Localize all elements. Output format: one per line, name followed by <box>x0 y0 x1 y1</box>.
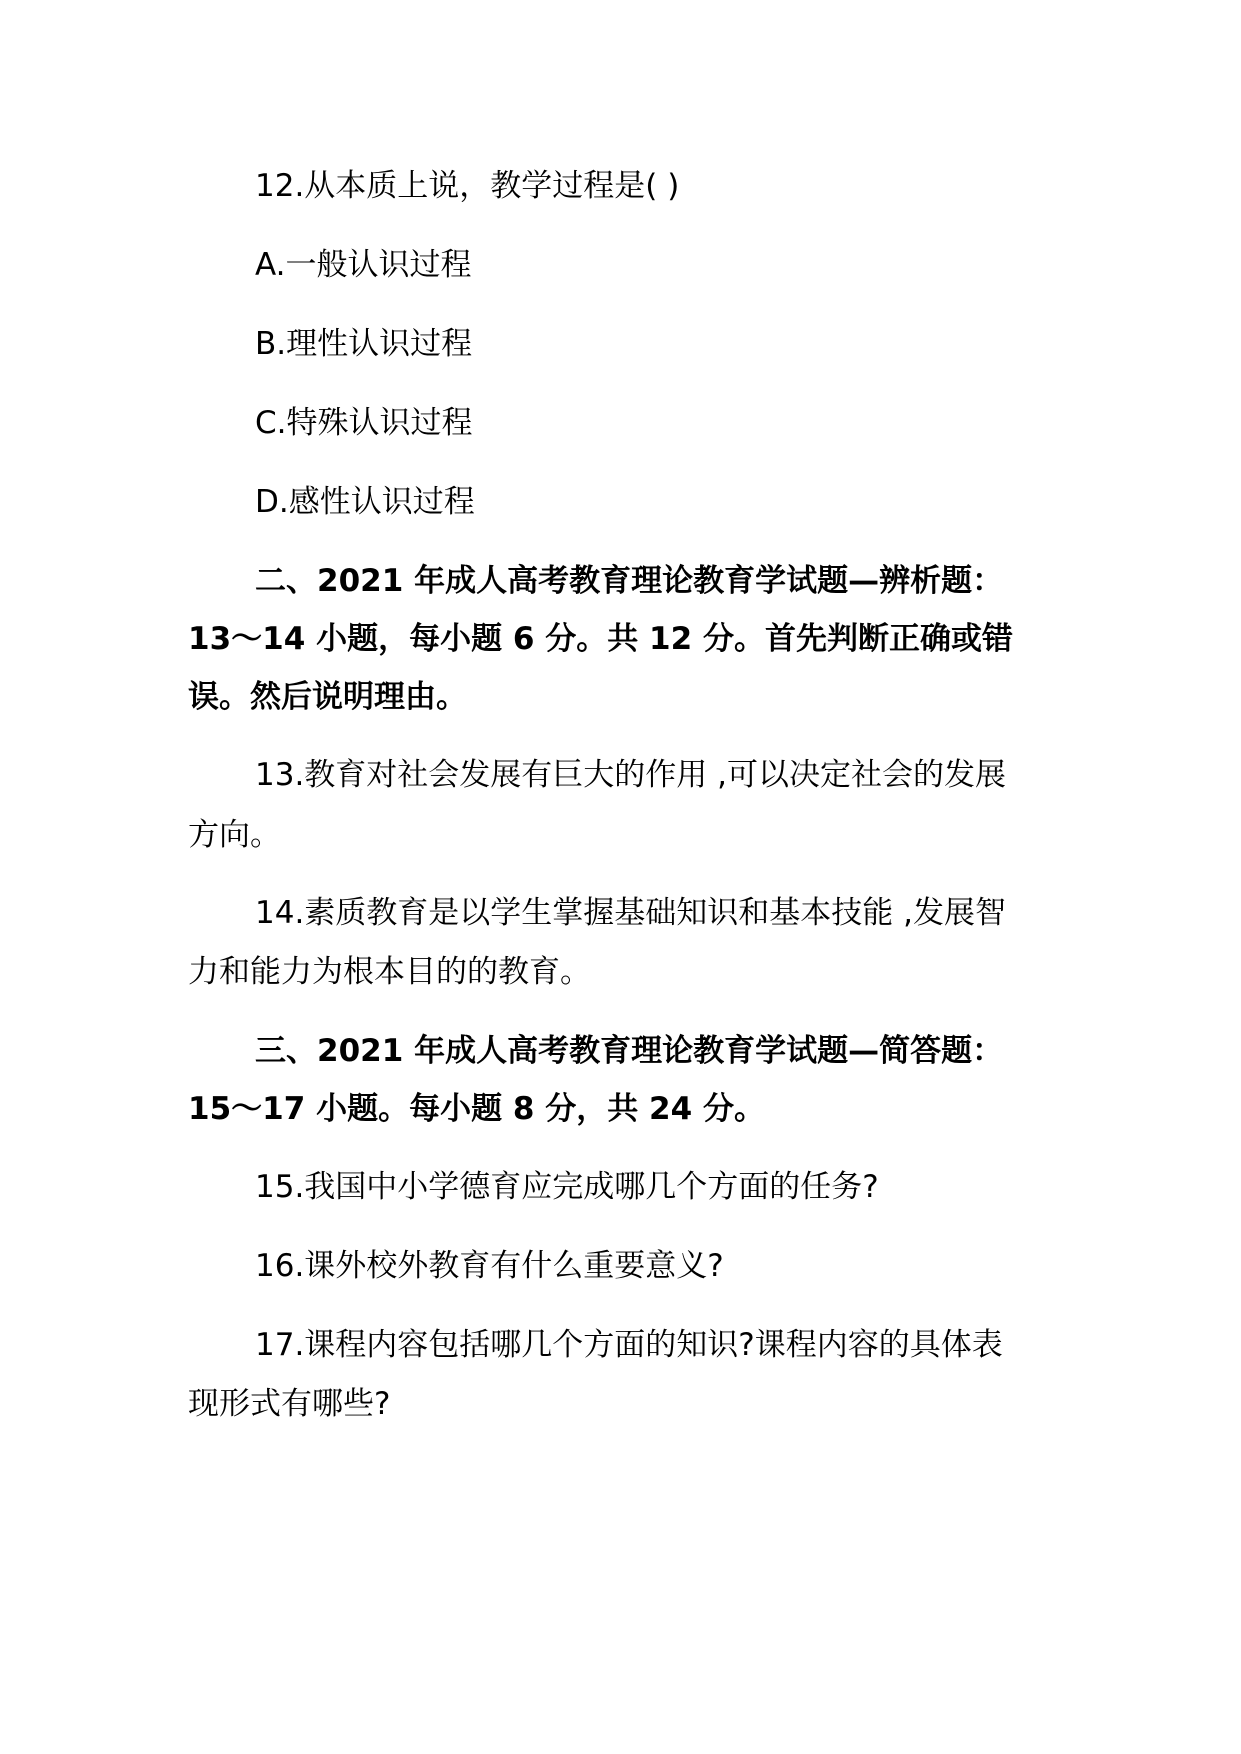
question-12-stem: 12.从本质上说，教学过程是( ) <box>255 168 680 204</box>
section-2-heading-line-2: 13～14 小题，每小题 6 分。共 12 分。首先判断正确或错 <box>188 621 1013 657</box>
question-12-option-c: C.特殊认识过程 <box>255 405 473 441</box>
question-12-option-b: B.理性认识过程 <box>255 326 473 362</box>
section-2-heading-line-3: 误。然后说明理由。 <box>188 679 467 715</box>
section-3-heading-line-1: 三、2021 年成人高考教育理论教育学试题—简答题： <box>255 1033 1004 1069</box>
section-2-heading-line-1: 二、2021 年成人高考教育理论教育学试题—辨析题： <box>255 563 1004 599</box>
question-16: 16.课外校外教育有什么重要意义? <box>255 1248 724 1284</box>
question-12-option-d: D.感性认识过程 <box>255 484 475 520</box>
question-13-line-2: 方向。 <box>188 817 281 853</box>
question-13-line-1: 13.教育对社会发展有巨大的作用 ,可以决定社会的发展 <box>255 757 1007 793</box>
question-17-line-2: 现形式有哪些? <box>188 1386 391 1422</box>
question-17-line-1: 17.课程内容包括哪几个方面的知识?课程内容的具体表 <box>255 1327 1003 1363</box>
question-12-option-a: A.一般认识过程 <box>255 247 472 283</box>
question-14-line-1: 14.素质教育是以学生掌握基础知识和基本技能 ,发展智 <box>255 895 1007 931</box>
section-3-heading-line-2: 15～17 小题。每小题 8 分，共 24 分。 <box>188 1091 765 1127</box>
question-14-line-2: 力和能力为根本目的的教育。 <box>188 954 591 990</box>
question-15: 15.我国中小学德育应完成哪几个方面的任务? <box>255 1169 879 1205</box>
